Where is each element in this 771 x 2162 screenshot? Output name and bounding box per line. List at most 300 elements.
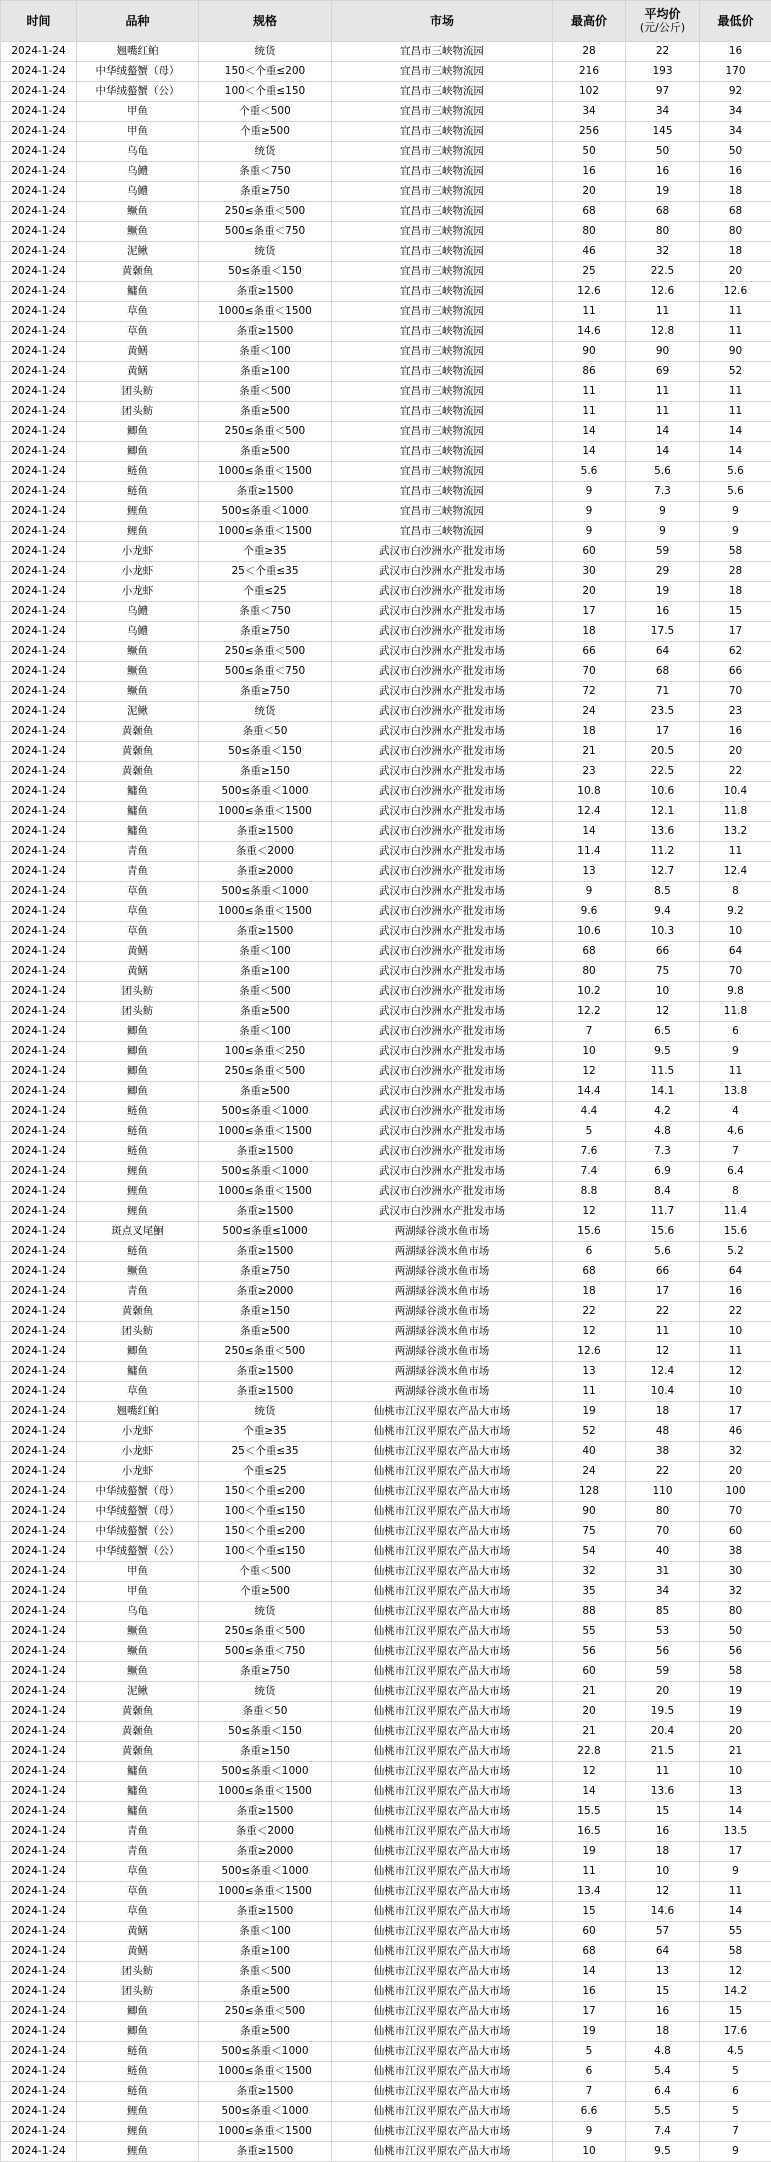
- cell-time: 2024-1-24: [1, 902, 77, 922]
- table-row: [1, 342, 771, 362]
- cell-avg-price: 16: [626, 2002, 700, 2022]
- table-row: [1, 2002, 771, 2022]
- cell-time: 2024-1-24: [1, 1282, 77, 1302]
- cell-market: 仙桃市江汉平原农产品大市场: [332, 2062, 553, 2082]
- cell-variety: 鲢鱼: [77, 1102, 199, 1122]
- table-row: [1, 282, 771, 302]
- table-row: [1, 662, 771, 682]
- cell-min-price: 66: [700, 662, 771, 682]
- cell-max-price: 19: [553, 1402, 626, 1422]
- cell-avg-price: 11.5: [626, 1062, 700, 1082]
- cell-variety: 乌鳢: [77, 162, 199, 182]
- cell-spec: 500≤条重＜1000: [199, 882, 332, 902]
- cell-market: 仙桃市江汉平原农产品大市场: [332, 1622, 553, 1642]
- cell-variety: 草鱼: [77, 922, 199, 942]
- cell-spec: 条重＜100: [199, 1922, 332, 1942]
- cell-time: 2024-1-24: [1, 1682, 77, 1702]
- cell-min-price: 21: [700, 1742, 771, 1762]
- cell-spec: 条重＜50: [199, 722, 332, 742]
- cell-avg-price: 14.6: [626, 1902, 700, 1922]
- cell-max-price: 5: [553, 2042, 626, 2062]
- cell-time: 2024-1-24: [1, 1462, 77, 1482]
- cell-spec: 条重≥500: [199, 442, 332, 462]
- cell-variety: 鳜鱼: [77, 642, 199, 662]
- cell-min-price: 20: [700, 1462, 771, 1482]
- cell-max-price: 13: [553, 862, 626, 882]
- cell-variety: 草鱼: [77, 302, 199, 322]
- cell-spec: 1000≤条重＜1500: [199, 302, 332, 322]
- table-row: [1, 1562, 771, 1582]
- cell-min-price: 4: [700, 1102, 771, 1122]
- cell-max-price: 256: [553, 122, 626, 142]
- cell-min-price: 11: [700, 1342, 771, 1362]
- cell-min-price: 7: [700, 1142, 771, 1162]
- cell-max-price: 52: [553, 1422, 626, 1442]
- cell-time: 2024-1-24: [1, 1962, 77, 1982]
- cell-market: 宜昌市三峡物流园: [332, 382, 553, 402]
- cell-min-price: 58: [700, 1662, 771, 1682]
- cell-variety: 鲢鱼: [77, 2062, 199, 2082]
- cell-time: 2024-1-24: [1, 922, 77, 942]
- cell-spec: 条重≥500: [199, 402, 332, 422]
- cell-variety: 黄鳝: [77, 1922, 199, 1942]
- cell-market: 仙桃市江汉平原农产品大市场: [332, 2142, 553, 2162]
- cell-variety: 鳙鱼: [77, 282, 199, 302]
- cell-market: 武汉市白沙洲水产批发市场: [332, 962, 553, 982]
- cell-time: 2024-1-24: [1, 1262, 77, 1282]
- cell-time: 2024-1-24: [1, 1942, 77, 1962]
- cell-market: 武汉市白沙洲水产批发市场: [332, 842, 553, 862]
- cell-min-price: 10: [700, 1382, 771, 1402]
- cell-variety: 鲢鱼: [77, 1142, 199, 1162]
- cell-max-price: 86: [553, 362, 626, 382]
- cell-time: 2024-1-24: [1, 1322, 77, 1342]
- cell-market: 宜昌市三峡物流园: [332, 402, 553, 422]
- cell-min-price: 62: [700, 642, 771, 662]
- cell-market: 宜昌市三峡物流园: [332, 342, 553, 362]
- cell-max-price: 20: [553, 582, 626, 602]
- cell-min-price: 23: [700, 702, 771, 722]
- cell-time: 2024-1-24: [1, 1562, 77, 1582]
- cell-variety: 翘嘴红鲌: [77, 42, 199, 62]
- cell-variety: 甲鱼: [77, 1582, 199, 1602]
- cell-time: 2024-1-24: [1, 662, 77, 682]
- cell-avg-price: 31: [626, 1562, 700, 1582]
- cell-time: 2024-1-24: [1, 442, 77, 462]
- cell-max-price: 6: [553, 2062, 626, 2082]
- cell-variety: 黄颡鱼: [77, 1742, 199, 1762]
- cell-variety: 小龙虾: [77, 582, 199, 602]
- table-row: [1, 1042, 771, 1062]
- cell-min-price: 14: [700, 1802, 771, 1822]
- cell-variety: 小龙虾: [77, 1442, 199, 1462]
- cell-avg-price: 32: [626, 242, 700, 262]
- cell-time: 2024-1-24: [1, 602, 77, 622]
- cell-max-price: 15.5: [553, 1802, 626, 1822]
- cell-spec: 个重≥500: [199, 1582, 332, 1602]
- cell-max-price: 9.6: [553, 902, 626, 922]
- cell-max-price: 18: [553, 1282, 626, 1302]
- cell-spec: 条重≥750: [199, 1662, 332, 1682]
- cell-max-price: 35: [553, 1582, 626, 1602]
- cell-min-price: 5.6: [700, 462, 771, 482]
- cell-variety: 黄颡鱼: [77, 742, 199, 762]
- cell-max-price: 6: [553, 1242, 626, 1262]
- cell-min-price: 32: [700, 1582, 771, 1602]
- cell-spec: 条重≥100: [199, 362, 332, 382]
- table-row: [1, 2022, 771, 2042]
- cell-max-price: 80: [553, 962, 626, 982]
- cell-time: 2024-1-24: [1, 2142, 77, 2162]
- cell-avg-price: 38: [626, 1442, 700, 1462]
- cell-avg-price: 10: [626, 982, 700, 1002]
- cell-market: 仙桃市江汉平原农产品大市场: [332, 1962, 553, 1982]
- cell-time: 2024-1-24: [1, 202, 77, 222]
- cell-min-price: 100: [700, 1482, 771, 1502]
- cell-spec: 150＜个重≤200: [199, 1482, 332, 1502]
- cell-market: 仙桃市江汉平原农产品大市场: [332, 1882, 553, 1902]
- cell-variety: 鳜鱼: [77, 1662, 199, 1682]
- cell-avg-price: 11: [626, 402, 700, 422]
- table-row: [1, 702, 771, 722]
- cell-market: 宜昌市三峡物流园: [332, 262, 553, 282]
- cell-variety: 鳙鱼: [77, 822, 199, 842]
- table-row: [1, 422, 771, 442]
- cell-min-price: 5.6: [700, 482, 771, 502]
- cell-market: 仙桃市江汉平原农产品大市场: [332, 1922, 553, 1942]
- cell-market: 宜昌市三峡物流园: [332, 82, 553, 102]
- cell-time: 2024-1-24: [1, 782, 77, 802]
- cell-max-price: 23: [553, 762, 626, 782]
- cell-avg-price: 75: [626, 962, 700, 982]
- cell-avg-price: 68: [626, 202, 700, 222]
- cell-max-price: 12.6: [553, 282, 626, 302]
- cell-avg-price: 68: [626, 662, 700, 682]
- cell-variety: 黄鳝: [77, 1942, 199, 1962]
- cell-time: 2024-1-24: [1, 642, 77, 662]
- cell-max-price: 40: [553, 1442, 626, 1462]
- table-row: [1, 142, 771, 162]
- cell-spec: 条重≥1500: [199, 1142, 332, 1162]
- cell-max-price: 10: [553, 1042, 626, 1062]
- cell-min-price: 10: [700, 922, 771, 942]
- cell-market: 武汉市白沙洲水产批发市场: [332, 1022, 553, 1042]
- cell-spec: 条重≥750: [199, 682, 332, 702]
- cell-min-price: 52: [700, 362, 771, 382]
- cell-min-price: 17: [700, 622, 771, 642]
- cell-time: 2024-1-24: [1, 1162, 77, 1182]
- cell-avg-price: 12.4: [626, 1362, 700, 1382]
- cell-min-price: 50: [700, 1622, 771, 1642]
- cell-spec: 条重≥500: [199, 1082, 332, 1102]
- cell-avg-price: 5.6: [626, 462, 700, 482]
- cell-avg-price: 15: [626, 1982, 700, 2002]
- cell-spec: 条重＜2000: [199, 1822, 332, 1842]
- cell-spec: 统货: [199, 142, 332, 162]
- cell-spec: 条重＜500: [199, 1962, 332, 1982]
- cell-variety: 草鱼: [77, 322, 199, 342]
- cell-spec: 500≤条重＜1000: [199, 1102, 332, 1122]
- cell-market: 武汉市白沙洲水产批发市场: [332, 1002, 553, 1022]
- cell-spec: 条重≥500: [199, 1322, 332, 1342]
- table-row: [1, 1322, 771, 1342]
- cell-market: 两湖绿谷淡水鱼市场: [332, 1242, 553, 1262]
- table-row: [1, 322, 771, 342]
- cell-min-price: 7: [700, 2122, 771, 2142]
- cell-variety: 鳜鱼: [77, 222, 199, 242]
- cell-avg-price: 12.8: [626, 322, 700, 342]
- cell-max-price: 128: [553, 1482, 626, 1502]
- header-market: 市场: [332, 1, 553, 42]
- cell-max-price: 68: [553, 202, 626, 222]
- cell-market: 宜昌市三峡物流园: [332, 502, 553, 522]
- cell-spec: 150＜个重≤200: [199, 62, 332, 82]
- cell-time: 2024-1-24: [1, 1442, 77, 1462]
- cell-variety: 团头鲂: [77, 982, 199, 1002]
- cell-variety: 鳙鱼: [77, 1802, 199, 1822]
- table-row: [1, 1822, 771, 1842]
- table-row: [1, 1302, 771, 1322]
- cell-time: 2024-1-24: [1, 122, 77, 142]
- cell-spec: 条重≥1500: [199, 1802, 332, 1822]
- cell-max-price: 216: [553, 62, 626, 82]
- cell-max-price: 72: [553, 682, 626, 702]
- cell-avg-price: 5.4: [626, 2062, 700, 2082]
- cell-variety: 青鱼: [77, 842, 199, 862]
- cell-min-price: 80: [700, 1602, 771, 1622]
- cell-min-price: 92: [700, 82, 771, 102]
- cell-variety: 草鱼: [77, 1902, 199, 1922]
- cell-time: 2024-1-24: [1, 2082, 77, 2102]
- cell-time: 2024-1-24: [1, 942, 77, 962]
- cell-max-price: 4.4: [553, 1102, 626, 1122]
- cell-max-price: 9: [553, 882, 626, 902]
- cell-spec: 250≤条重＜500: [199, 1342, 332, 1362]
- cell-spec: 25＜个重≤35: [199, 562, 332, 582]
- cell-min-price: 70: [700, 682, 771, 702]
- cell-market: 仙桃市江汉平原农产品大市场: [332, 1762, 553, 1782]
- cell-spec: 250≤条重＜500: [199, 1622, 332, 1642]
- table-row: [1, 1202, 771, 1222]
- cell-spec: 500≤条重＜1000: [199, 1862, 332, 1882]
- cell-spec: 条重≥1500: [199, 1902, 332, 1922]
- cell-market: 两湖绿谷淡水鱼市场: [332, 1262, 553, 1282]
- cell-time: 2024-1-24: [1, 2042, 77, 2062]
- cell-avg-price: 64: [626, 642, 700, 662]
- cell-spec: 条重＜750: [199, 162, 332, 182]
- cell-market: 武汉市白沙洲水产批发市场: [332, 702, 553, 722]
- cell-time: 2024-1-24: [1, 1422, 77, 1442]
- cell-avg-price: 12.7: [626, 862, 700, 882]
- cell-variety: 草鱼: [77, 882, 199, 902]
- cell-max-price: 7.4: [553, 1162, 626, 1182]
- cell-max-price: 10.8: [553, 782, 626, 802]
- cell-avg-price: 18: [626, 1402, 700, 1422]
- cell-market: 仙桃市江汉平原农产品大市场: [332, 1422, 553, 1442]
- cell-avg-price: 10.3: [626, 922, 700, 942]
- cell-avg-price: 7.4: [626, 2122, 700, 2142]
- cell-avg-price: 9.5: [626, 2142, 700, 2162]
- cell-avg-price: 6.9: [626, 1162, 700, 1182]
- cell-variety: 鲫鱼: [77, 1022, 199, 1042]
- cell-min-price: 6: [700, 1022, 771, 1042]
- cell-max-price: 12: [553, 1762, 626, 1782]
- table-row: [1, 1362, 771, 1382]
- table-row: [1, 782, 771, 802]
- cell-max-price: 11: [553, 302, 626, 322]
- cell-market: 武汉市白沙洲水产批发市场: [332, 802, 553, 822]
- cell-min-price: 64: [700, 942, 771, 962]
- cell-max-price: 28: [553, 42, 626, 62]
- table-row: [1, 482, 771, 502]
- cell-max-price: 7: [553, 2082, 626, 2102]
- cell-variety: 小龙虾: [77, 1422, 199, 1442]
- cell-variety: 鳙鱼: [77, 802, 199, 822]
- cell-max-price: 14: [553, 422, 626, 442]
- cell-min-price: 90: [700, 342, 771, 362]
- cell-spec: 500≤条重＜1000: [199, 782, 332, 802]
- cell-max-price: 12.6: [553, 1342, 626, 1362]
- cell-time: 2024-1-24: [1, 482, 77, 502]
- cell-max-price: 21: [553, 742, 626, 762]
- cell-variety: 草鱼: [77, 1382, 199, 1402]
- cell-spec: 条重＜100: [199, 342, 332, 362]
- cell-min-price: 55: [700, 1922, 771, 1942]
- cell-market: 仙桃市江汉平原农产品大市场: [332, 1982, 553, 2002]
- cell-time: 2024-1-24: [1, 982, 77, 1002]
- cell-spec: 条重≥100: [199, 1942, 332, 1962]
- table-row: [1, 242, 771, 262]
- cell-avg-price: 18: [626, 2022, 700, 2042]
- cell-avg-price: 69: [626, 362, 700, 382]
- cell-max-price: 11: [553, 402, 626, 422]
- cell-max-price: 11.4: [553, 842, 626, 862]
- cell-max-price: 68: [553, 942, 626, 962]
- cell-spec: 条重≥1500: [199, 2142, 332, 2162]
- table-row: [1, 202, 771, 222]
- cell-spec: 个重≤25: [199, 1462, 332, 1482]
- cell-max-price: 68: [553, 1262, 626, 1282]
- cell-avg-price: 11: [626, 1762, 700, 1782]
- table-row: [1, 1402, 771, 1422]
- cell-avg-price: 19: [626, 182, 700, 202]
- cell-market: 宜昌市三峡物流园: [332, 42, 553, 62]
- cell-time: 2024-1-24: [1, 2062, 77, 2082]
- cell-time: 2024-1-24: [1, 1382, 77, 1402]
- cell-variety: 鲫鱼: [77, 1082, 199, 1102]
- cell-market: 宜昌市三峡物流园: [332, 302, 553, 322]
- cell-time: 2024-1-24: [1, 1402, 77, 1422]
- cell-time: 2024-1-24: [1, 1362, 77, 1382]
- cell-variety: 团头鲂: [77, 402, 199, 422]
- cell-market: 两湖绿谷淡水鱼市场: [332, 1222, 553, 1242]
- cell-market: 仙桃市江汉平原农产品大市场: [332, 1602, 553, 1622]
- cell-time: 2024-1-24: [1, 1722, 77, 1742]
- cell-min-price: 9.2: [700, 902, 771, 922]
- cell-avg-price: 19.5: [626, 1702, 700, 1722]
- table-row: [1, 2082, 771, 2102]
- cell-market: 武汉市白沙洲水产批发市场: [332, 762, 553, 782]
- cell-min-price: 170: [700, 62, 771, 82]
- cell-avg-price: 12: [626, 1882, 700, 1902]
- cell-market: 两湖绿谷淡水鱼市场: [332, 1282, 553, 1302]
- cell-variety: 鳜鱼: [77, 202, 199, 222]
- cell-market: 仙桃市江汉平原农产品大市场: [332, 1502, 553, 1522]
- cell-time: 2024-1-24: [1, 562, 77, 582]
- cell-variety: 中华绒螯蟹（公）: [77, 82, 199, 102]
- cell-spec: 条重≥1500: [199, 2082, 332, 2102]
- cell-avg-price: 9: [626, 502, 700, 522]
- table-row: [1, 1482, 771, 1502]
- table-row: [1, 922, 771, 942]
- cell-market: 武汉市白沙洲水产批发市场: [332, 862, 553, 882]
- table-row: [1, 1582, 771, 1602]
- cell-time: 2024-1-24: [1, 1142, 77, 1162]
- cell-min-price: 46: [700, 1422, 771, 1442]
- cell-min-price: 9: [700, 1862, 771, 1882]
- cell-market: 武汉市白沙洲水产批发市场: [332, 542, 553, 562]
- cell-variety: 泥鳅: [77, 702, 199, 722]
- cell-min-price: 28: [700, 562, 771, 582]
- cell-avg-price: 4.2: [626, 1102, 700, 1122]
- table-body: [1, 42, 771, 2162]
- cell-min-price: 80: [700, 222, 771, 242]
- cell-variety: 鲫鱼: [77, 1042, 199, 1062]
- table-row: [1, 1902, 771, 1922]
- cell-max-price: 17: [553, 2002, 626, 2022]
- cell-time: 2024-1-24: [1, 1982, 77, 2002]
- cell-avg-price: 17: [626, 1282, 700, 1302]
- cell-time: 2024-1-24: [1, 1002, 77, 1022]
- cell-variety: 黄颡鱼: [77, 762, 199, 782]
- cell-market: 武汉市白沙洲水产批发市场: [332, 942, 553, 962]
- cell-spec: 条重＜750: [199, 602, 332, 622]
- cell-variety: 甲鱼: [77, 122, 199, 142]
- cell-max-price: 16.5: [553, 1822, 626, 1842]
- cell-avg-price: 16: [626, 1822, 700, 1842]
- cell-spec: 500≤条重＜1000: [199, 2042, 332, 2062]
- cell-avg-price: 22: [626, 42, 700, 62]
- cell-time: 2024-1-24: [1, 282, 77, 302]
- cell-variety: 鳙鱼: [77, 1362, 199, 1382]
- cell-spec: 250≤条重＜500: [199, 422, 332, 442]
- cell-time: 2024-1-24: [1, 322, 77, 342]
- cell-avg-price: 57: [626, 1922, 700, 1942]
- cell-avg-price: 5.6: [626, 1242, 700, 1262]
- cell-avg-price: 59: [626, 1662, 700, 1682]
- cell-market: 仙桃市江汉平原农产品大市场: [332, 1842, 553, 1862]
- table-row: [1, 1542, 771, 1562]
- cell-avg-price: 12: [626, 1342, 700, 1362]
- cell-market: 武汉市白沙洲水产批发市场: [332, 1062, 553, 1082]
- cell-min-price: 64: [700, 1262, 771, 1282]
- cell-avg-price: 11: [626, 302, 700, 322]
- table-row: [1, 1742, 771, 1762]
- cell-market: 仙桃市江汉平原农产品大市场: [332, 1942, 553, 1962]
- table-row: [1, 1382, 771, 1402]
- cell-market: 宜昌市三峡物流园: [332, 522, 553, 542]
- cell-time: 2024-1-24: [1, 102, 77, 122]
- cell-variety: 中华绒螯蟹（公）: [77, 1542, 199, 1562]
- cell-variety: 草鱼: [77, 1882, 199, 1902]
- cell-time: 2024-1-24: [1, 582, 77, 602]
- cell-time: 2024-1-24: [1, 2102, 77, 2122]
- cell-time: 2024-1-24: [1, 542, 77, 562]
- cell-market: 仙桃市江汉平原农产品大市场: [332, 2102, 553, 2122]
- cell-time: 2024-1-24: [1, 682, 77, 702]
- cell-time: 2024-1-24: [1, 1042, 77, 1062]
- cell-min-price: 8: [700, 882, 771, 902]
